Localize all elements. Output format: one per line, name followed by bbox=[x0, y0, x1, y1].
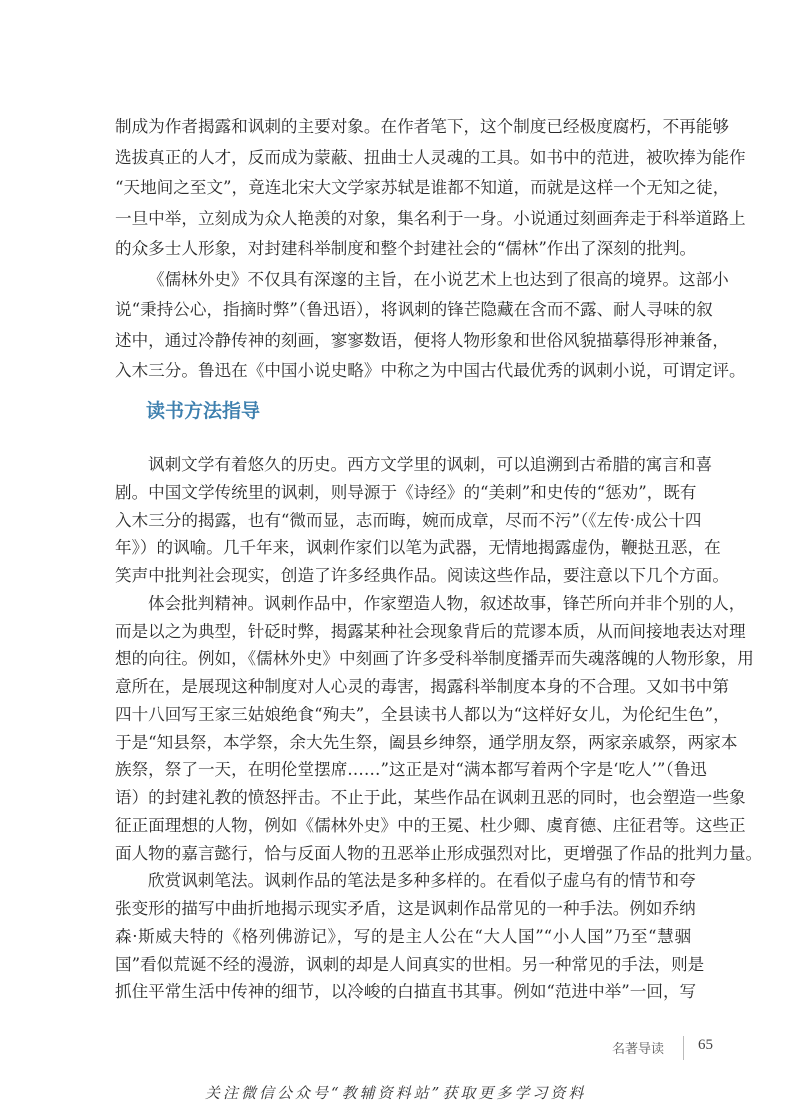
text-line: 欣赏讽刺笔法。讽刺作品的笔法是多种多样的。在看似子虚乌有的情节和夸 bbox=[148, 871, 696, 891]
text-line: 想的向往。例如，《儒林外史》中刻画了许多受科举制度播弄而失魂落魄的人物形象，用 bbox=[115, 649, 754, 669]
text-line: 族祭，祭了一天，在明伦堂摆席……”这正是对“满本都写着两个字是‘吃人’”（鲁迅 bbox=[115, 760, 707, 780]
text-line: 讽刺文学有着悠久的历史。西方文学里的讽刺，可以追溯到古希腊的寓言和喜 bbox=[148, 455, 713, 474]
text-line: 一旦中举，立刻成为众人艳羡的对象，集名利于一身。小说通过刻画奔走于科举道路上 bbox=[115, 208, 746, 228]
text-line: 入木三分的揭露，也有“微而显，志而晦，婉而成章，尽而不污”（《左传·成公十四 bbox=[115, 510, 702, 530]
text-line: 《儒林外史》不仅具有深邃的主旨，在小说艺术上也达到了很高的境界。这部小 bbox=[148, 269, 729, 289]
text-line: 剧。中国文学传统里的讽刺，则导源于《诗经》的“美刺”和史传的“惩劝”，既有 bbox=[115, 482, 697, 502]
text-line: 的众多士人形象，对封建科举制度和整个封建社会的“儒林”作出了深刻的批判。 bbox=[115, 239, 697, 258]
footer-divider bbox=[683, 1036, 684, 1060]
section-heading: 读书方法指导 bbox=[146, 400, 261, 422]
text-line: 语）的封建礼教的愤怒抨击。不止于此，某些作品在讽刺丑恶的同时，也会塑造一些象 bbox=[115, 788, 746, 807]
text-line: 述中，通过冷静传神的刻画，寥寥数语，便将人物形象和世俗风貌描摹得形神兼备， bbox=[115, 330, 729, 350]
text-line: 选拔真正的人才，反而成为蒙蔽、扭曲士人灵魂的工具。如书中的范进，被吹捧为能作 bbox=[115, 147, 746, 167]
text-line: 说“秉持公心，指摘时弊”（鲁迅语），将讽刺的锋芒隐藏在含而不露、耐人寻味的叙 bbox=[115, 300, 713, 319]
text-line: 而是以之为典型，针砭时弊，揭露某种社会现象背后的荒谬本质，从而间接地表达对理 bbox=[115, 621, 746, 641]
text-line: 入木三分。鲁迅在《中国小说史略》中称之为中国古代最优秀的讽刺小说，可谓定评。 bbox=[115, 361, 746, 380]
text-line: 于是“知县祭，本学祭，余大先生祭，阖县乡绅祭，通学朋友祭，两家亲戚祭，两家本 bbox=[115, 732, 738, 752]
text-line: 抓住平常生活中传神的细节，以冷峻的白描直书其事。例如“范进中举”一回，写 bbox=[115, 982, 697, 1002]
text-line: 年》）的讽喻。几千年来，讽刺作家们以笔为武器，无情地揭露虚伪，鞭挞丑恶，在 bbox=[115, 538, 721, 558]
text-line: 意所在，是展现这种制度对人心灵的毒害，揭露科举制度本身的不合理。又如书中第 bbox=[115, 677, 729, 696]
text-line: 制成为作者揭露和讽刺的主要对象。在作者笔下，这个制度已经极度腐朽，不再能够 bbox=[115, 117, 729, 136]
watermark-text: 关注微信公众号“教辅资料站”获取更多学习资料 bbox=[205, 1084, 587, 1102]
text-line: 面人物的嘉言懿行，恰与反面人物的丑恶举止形成强烈对比，更增强了作品的批判力量。 bbox=[115, 843, 763, 863]
text-line: 森·斯威夫特的《格列佛游记》，写的是主人公在“大人国”“小人国”乃至“慧骃 bbox=[115, 926, 691, 946]
body-text-block-1 bbox=[115, 112, 746, 387]
text-line: “天地间之至文”，竟连北宋大文学家苏轼是谁都不知道，而就是这样一个无知之徒， bbox=[115, 178, 730, 197]
body-text-block-2 bbox=[115, 451, 763, 1006]
text-line: 体会批判精神。讽刺作品中，作家塑造人物，叙述故事，锋芒所向并非个别的人， bbox=[148, 593, 746, 613]
text-line: 征正面理想的人物，例如《儒林外史》中的王冕、杜少卿、虞育德、庄征君等。这些正 bbox=[115, 815, 746, 835]
text-line: 笑声中批判社会现实，创造了许多经典作品。阅读这些作品，要注意以下几个方面。 bbox=[115, 566, 729, 585]
footer-section-title: 名著导读 bbox=[612, 1042, 665, 1057]
page-number: 65 bbox=[698, 1037, 713, 1053]
text-line: 四十八回写王家三姑娘绝食“殉夫”，全县读书人都以为“这样好女儿，为伦纪生色”， bbox=[115, 704, 730, 724]
text-line: 张变形的描写中曲折地揭示现实矛盾，这是讽刺作品常见的一种手法。例如乔纳 bbox=[115, 899, 696, 918]
text-line: 国”看似荒诞不经的漫游，讽刺的却是人间真实的世相。另一种常见的手法，则是 bbox=[115, 954, 705, 974]
